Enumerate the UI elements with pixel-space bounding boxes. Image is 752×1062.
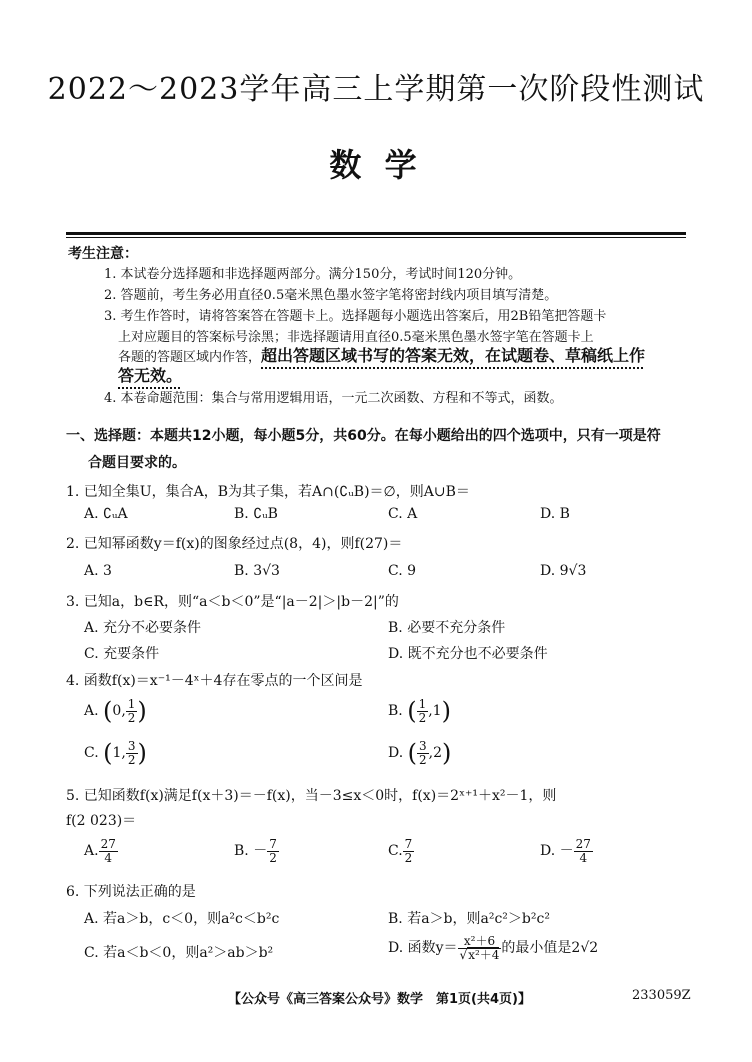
q4-option-d: D. ( $\frac{3}{2}$ ,2)	[388, 739, 452, 768]
q2-option-d: D. 9√3	[540, 563, 587, 579]
q5-a-label: A.	[84, 843, 99, 860]
q6-d-frac: $\frac{\text{x²＋6}}{\text{√x²＋4}}$	[459, 934, 500, 962]
q5-option-d	[540, 838, 593, 864]
q3-option-d: D. 既不充分也不必要条件	[388, 646, 548, 662]
q6-d-suffix: 的最小值是2√2	[501, 940, 599, 957]
q5-c-label: C.	[388, 843, 403, 860]
q1-option-d: D. B	[540, 506, 570, 522]
q6-option-b: B. 若a＞b，则a²c²＞b²c²	[388, 911, 550, 927]
q5-option-c	[388, 838, 414, 864]
q1-option-a: A. ∁ᵤA	[84, 506, 128, 522]
page-footer: 【公众号《高三答案公众号》数学 第1页(共4页)】	[228, 992, 531, 1007]
q2-option-b: B. 3√3	[234, 563, 280, 579]
question-4-stem: 4. 函数f(x)＝x⁻¹－4ˣ＋4存在零点的一个区间是	[66, 673, 363, 689]
notice-line-2: 2. 答题前，考生务必用直径0.5毫米黑色墨水签字笔将密封线内项目填写清楚。	[104, 288, 558, 303]
q4-a-frac: $\frac{1}{2}$	[127, 697, 136, 725]
q2-option-c: C. 9	[388, 563, 417, 579]
q4-d-high: 2	[433, 745, 443, 762]
q3-option-c: C. 充要条件	[84, 646, 160, 662]
subject-title: 数 学	[329, 146, 423, 184]
q4-c-frac: $\frac{3}{2}$	[127, 739, 136, 767]
q5-d-frac: $\frac{27}{4}$	[575, 837, 591, 865]
exam-title: 2022～2023学年高三上学期第一次阶段性测试	[47, 72, 705, 107]
question-2-stem: 2. 已知幂函数y＝f(x)的图象经过点(8，4)，则f(27)＝	[66, 536, 403, 552]
q3-option-a: A. 充分不必要条件	[84, 620, 202, 636]
question-3-stem: 3. 已知a，b∈R，则“a＜b＜0”是“|a－2|＞|b－2|”的	[66, 594, 399, 610]
q5-d-label: D. －	[540, 843, 574, 860]
q1-option-c: C. A	[388, 506, 418, 522]
question-5-stem-2: f(2 023)＝	[66, 813, 137, 829]
q6-option-d	[388, 935, 598, 961]
q3-option-b: B. 必要不充分条件	[388, 620, 506, 636]
question-1-stem: 1. 已知全集U，集合A，B为其子集，若A∩(∁ᵤB)＝∅，则A∪B＝	[66, 484, 470, 500]
notice-emphasis-1: 超出答题区域书写的答案无效，在试题卷、草稿纸上作	[261, 346, 646, 365]
q4-c-low: 1	[112, 745, 122, 762]
q6-option-a: A. 若a＞b，c＜0，则a²c＜b²c	[84, 911, 280, 927]
question-5-stem: 5. 已知函数f(x)满足f(x＋3)＝－f(x)，当－3≤x＜0时，f(x)＝2ˣ⁺¹＋x²－1，则	[66, 788, 557, 804]
q4-a-low: 0	[112, 703, 122, 720]
q6-d-prefix: D. 函数y＝	[388, 940, 458, 957]
q4-d-frac: $\frac{3}{2}$	[419, 739, 427, 767]
section-heading-line-1: 一、选择题：本题共12小题，每小题5分，共60分。在每小题给出的四个选项中，只有一项是符	[66, 428, 661, 444]
q4-option-c: C. (1, $\frac{3}{2}$ )	[84, 739, 147, 768]
notice-line-3a: 3. 考生作答时，请将答案答在答题卡上。选择题每小题选出答案后，用2B铅笔把答题卡	[104, 309, 607, 324]
notice-emphasis-2: 答无效。	[118, 366, 183, 385]
notice-line-1: 1. 本试卷分选择题和非选择题两部分。满分150分，考试时间120分钟。	[104, 267, 522, 282]
q4-b-label: B.	[388, 703, 403, 720]
exam-code: 233059Z	[632, 988, 691, 1003]
q4-option-b: B. ( $\frac{1}{2}$ ,1)	[388, 697, 451, 726]
q5-option-a	[84, 838, 118, 864]
notice-line-3d	[118, 363, 182, 386]
notice-line-4: 4. 本卷命题范围：集合与常用逻辑用语，一元二次函数、方程和不等式，函数。	[104, 391, 563, 406]
notice-line-3c-text: 各题的答题区域内作答，	[118, 350, 262, 365]
q5-b-frac: $\frac{7}{2}$	[269, 837, 277, 865]
q5-a-frac: $\frac{27}{4}$	[100, 837, 116, 865]
divider-thick	[66, 232, 686, 235]
q1-option-b: B. ∁ᵤB	[234, 506, 278, 522]
divider-thin	[66, 237, 686, 238]
notice-heading: 考生注意：	[68, 246, 138, 262]
q2-option-a: A. 3	[84, 563, 112, 579]
q4-c-label: C.	[84, 745, 99, 762]
q5-b-label: B. －	[234, 843, 268, 860]
q4-a-label: A.	[84, 703, 99, 720]
q4-d-label: D.	[388, 745, 404, 762]
q4-b-high: 1	[432, 703, 442, 720]
question-6-stem: 6. 下列说法正确的是	[66, 884, 196, 900]
notice-line-3b: 上对应题目的答案标号涂黑；非选择题请用直径0.5毫米黑色墨水签字笔在答题卡上	[118, 330, 594, 345]
q5-c-frac: $\frac{7}{2}$	[404, 837, 413, 865]
q4-b-frac: $\frac{1}{2}$	[418, 697, 427, 725]
q5-option-b	[234, 838, 279, 864]
q4-option-a: A. (0, $\frac{1}{2}$ )	[84, 697, 147, 726]
notice-line-3c	[118, 343, 645, 366]
q6-option-c: C. 若a＜b＜0，则a²＞ab＞b²	[84, 945, 274, 961]
section-heading-line-2: 合题目要求的。	[88, 455, 186, 471]
